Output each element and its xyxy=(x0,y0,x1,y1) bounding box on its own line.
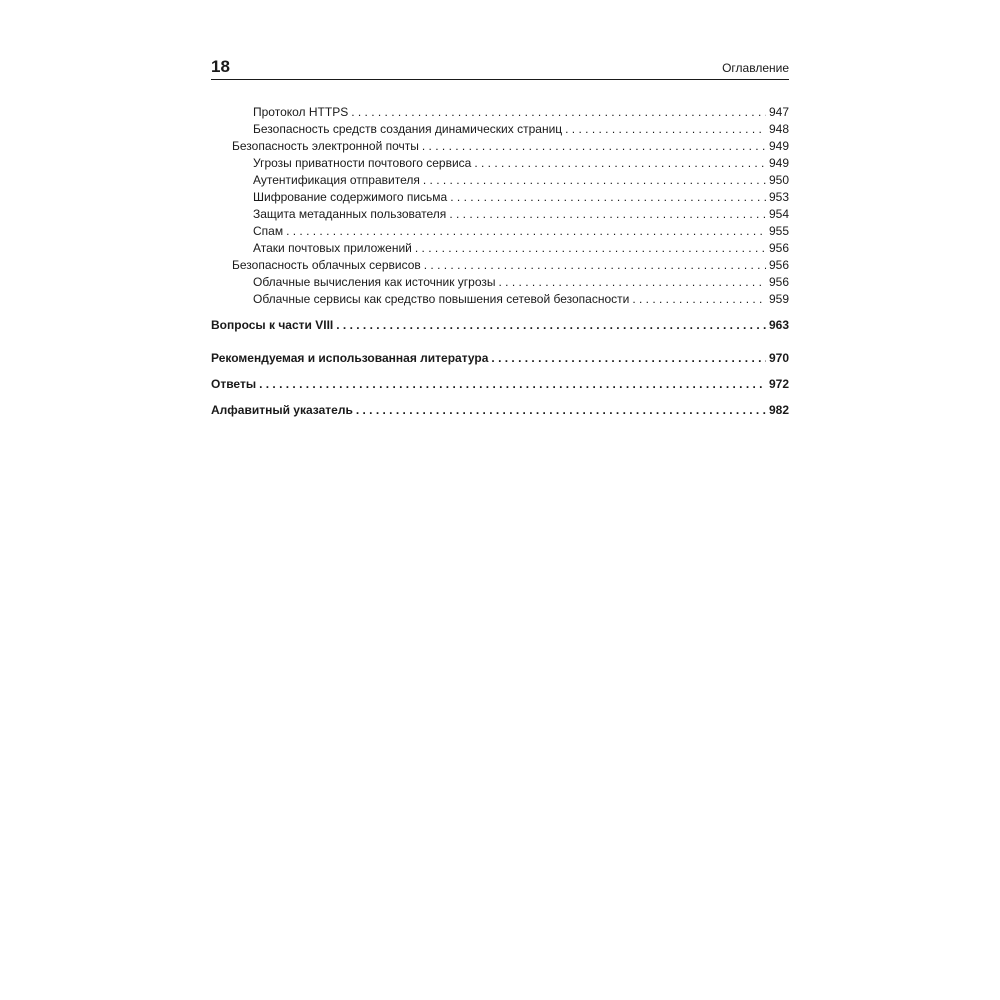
dot-leader xyxy=(351,104,766,121)
dot-leader xyxy=(450,189,766,206)
toc-entry-page: 950 xyxy=(768,173,789,187)
toc-entry[interactable] xyxy=(211,402,789,419)
toc-entry-title: Вопросы к части VIII xyxy=(211,318,334,332)
toc-entry-title: Протокол HTTPS xyxy=(253,105,349,119)
dot-leader xyxy=(449,206,766,223)
toc-entry[interactable] xyxy=(211,240,789,257)
toc-entry-page: 956 xyxy=(768,258,789,272)
dot-leader xyxy=(491,350,766,367)
dot-leader xyxy=(424,257,766,274)
toc-entry-title: Ответы xyxy=(211,377,257,391)
dot-leader xyxy=(422,138,766,155)
dot-leader xyxy=(286,223,766,240)
toc-entry-title: Безопасность электронной почты xyxy=(232,139,419,153)
toc-entry-title: Спам xyxy=(253,224,284,238)
toc-entry[interactable] xyxy=(211,206,789,223)
dot-leader xyxy=(565,121,766,138)
toc-entry-page: 948 xyxy=(768,122,789,136)
toc-entry-page: 956 xyxy=(768,275,789,289)
toc-entry[interactable] xyxy=(211,376,789,393)
dot-leader xyxy=(474,155,766,172)
toc-entry-title: Защита метаданных пользователя xyxy=(253,207,447,221)
dot-leader xyxy=(499,274,766,291)
toc-entry-title: Угрозы приватности почтового сервиса xyxy=(253,156,472,170)
toc-entry-title: Рекомендуемая и использованная литература xyxy=(211,351,489,365)
toc-entry-page: 949 xyxy=(768,139,789,153)
dot-leader xyxy=(415,240,766,257)
dot-leader xyxy=(632,291,766,308)
toc-entry-page: 955 xyxy=(768,224,789,238)
toc-entry[interactable] xyxy=(211,350,789,367)
toc-entry[interactable] xyxy=(211,223,789,240)
header-rule xyxy=(211,79,789,80)
toc-entry[interactable] xyxy=(211,189,789,206)
toc-entry[interactable] xyxy=(211,104,789,121)
page-number: 18 xyxy=(211,57,230,76)
toc-entry-title: Безопасность облачных сервисов xyxy=(232,258,421,272)
toc-entry[interactable] xyxy=(211,317,789,334)
dot-leader xyxy=(356,402,766,419)
toc-entry-page: 947 xyxy=(768,105,789,119)
dot-leader xyxy=(336,317,766,334)
toc-entry[interactable] xyxy=(211,138,789,155)
running-head: Оглавление xyxy=(722,61,789,75)
page-header xyxy=(211,57,789,77)
toc-entry-title: Аутентификация отправителя xyxy=(253,173,420,187)
toc-entry-page: 972 xyxy=(768,377,789,391)
table-of-contents xyxy=(211,104,789,419)
toc-entry[interactable] xyxy=(211,274,789,291)
toc-entry-title: Шифрование содержимого письма xyxy=(253,190,448,204)
toc-entry-title: Облачные вычисления как источник угрозы xyxy=(253,275,496,289)
toc-entry-title: Облачные сервисы как средство повышения сетевой безопасности xyxy=(253,292,630,306)
toc-entry[interactable] xyxy=(211,257,789,274)
toc-entry-page: 963 xyxy=(768,318,789,332)
toc-entry-page: 949 xyxy=(768,156,789,170)
toc-entry-page: 982 xyxy=(768,403,789,417)
toc-entry-page: 956 xyxy=(768,241,789,255)
toc-entry-page: 970 xyxy=(768,351,789,365)
toc-entry-title: Алфавитный указатель xyxy=(211,403,353,417)
toc-entry-title: Безопасность средств создания динамических страниц xyxy=(253,122,563,136)
toc-entry-title: Атаки почтовых приложений xyxy=(253,241,412,255)
toc-entry-page: 953 xyxy=(768,190,789,204)
dot-leader xyxy=(259,376,766,393)
toc-entry-page: 954 xyxy=(768,207,789,221)
dot-leader xyxy=(423,172,766,189)
book-page xyxy=(211,0,789,1000)
toc-entry[interactable] xyxy=(211,155,789,172)
toc-entry[interactable] xyxy=(211,291,789,308)
toc-entry-page: 959 xyxy=(768,292,789,306)
toc-entry[interactable] xyxy=(211,121,789,138)
toc-entry[interactable] xyxy=(211,172,789,189)
